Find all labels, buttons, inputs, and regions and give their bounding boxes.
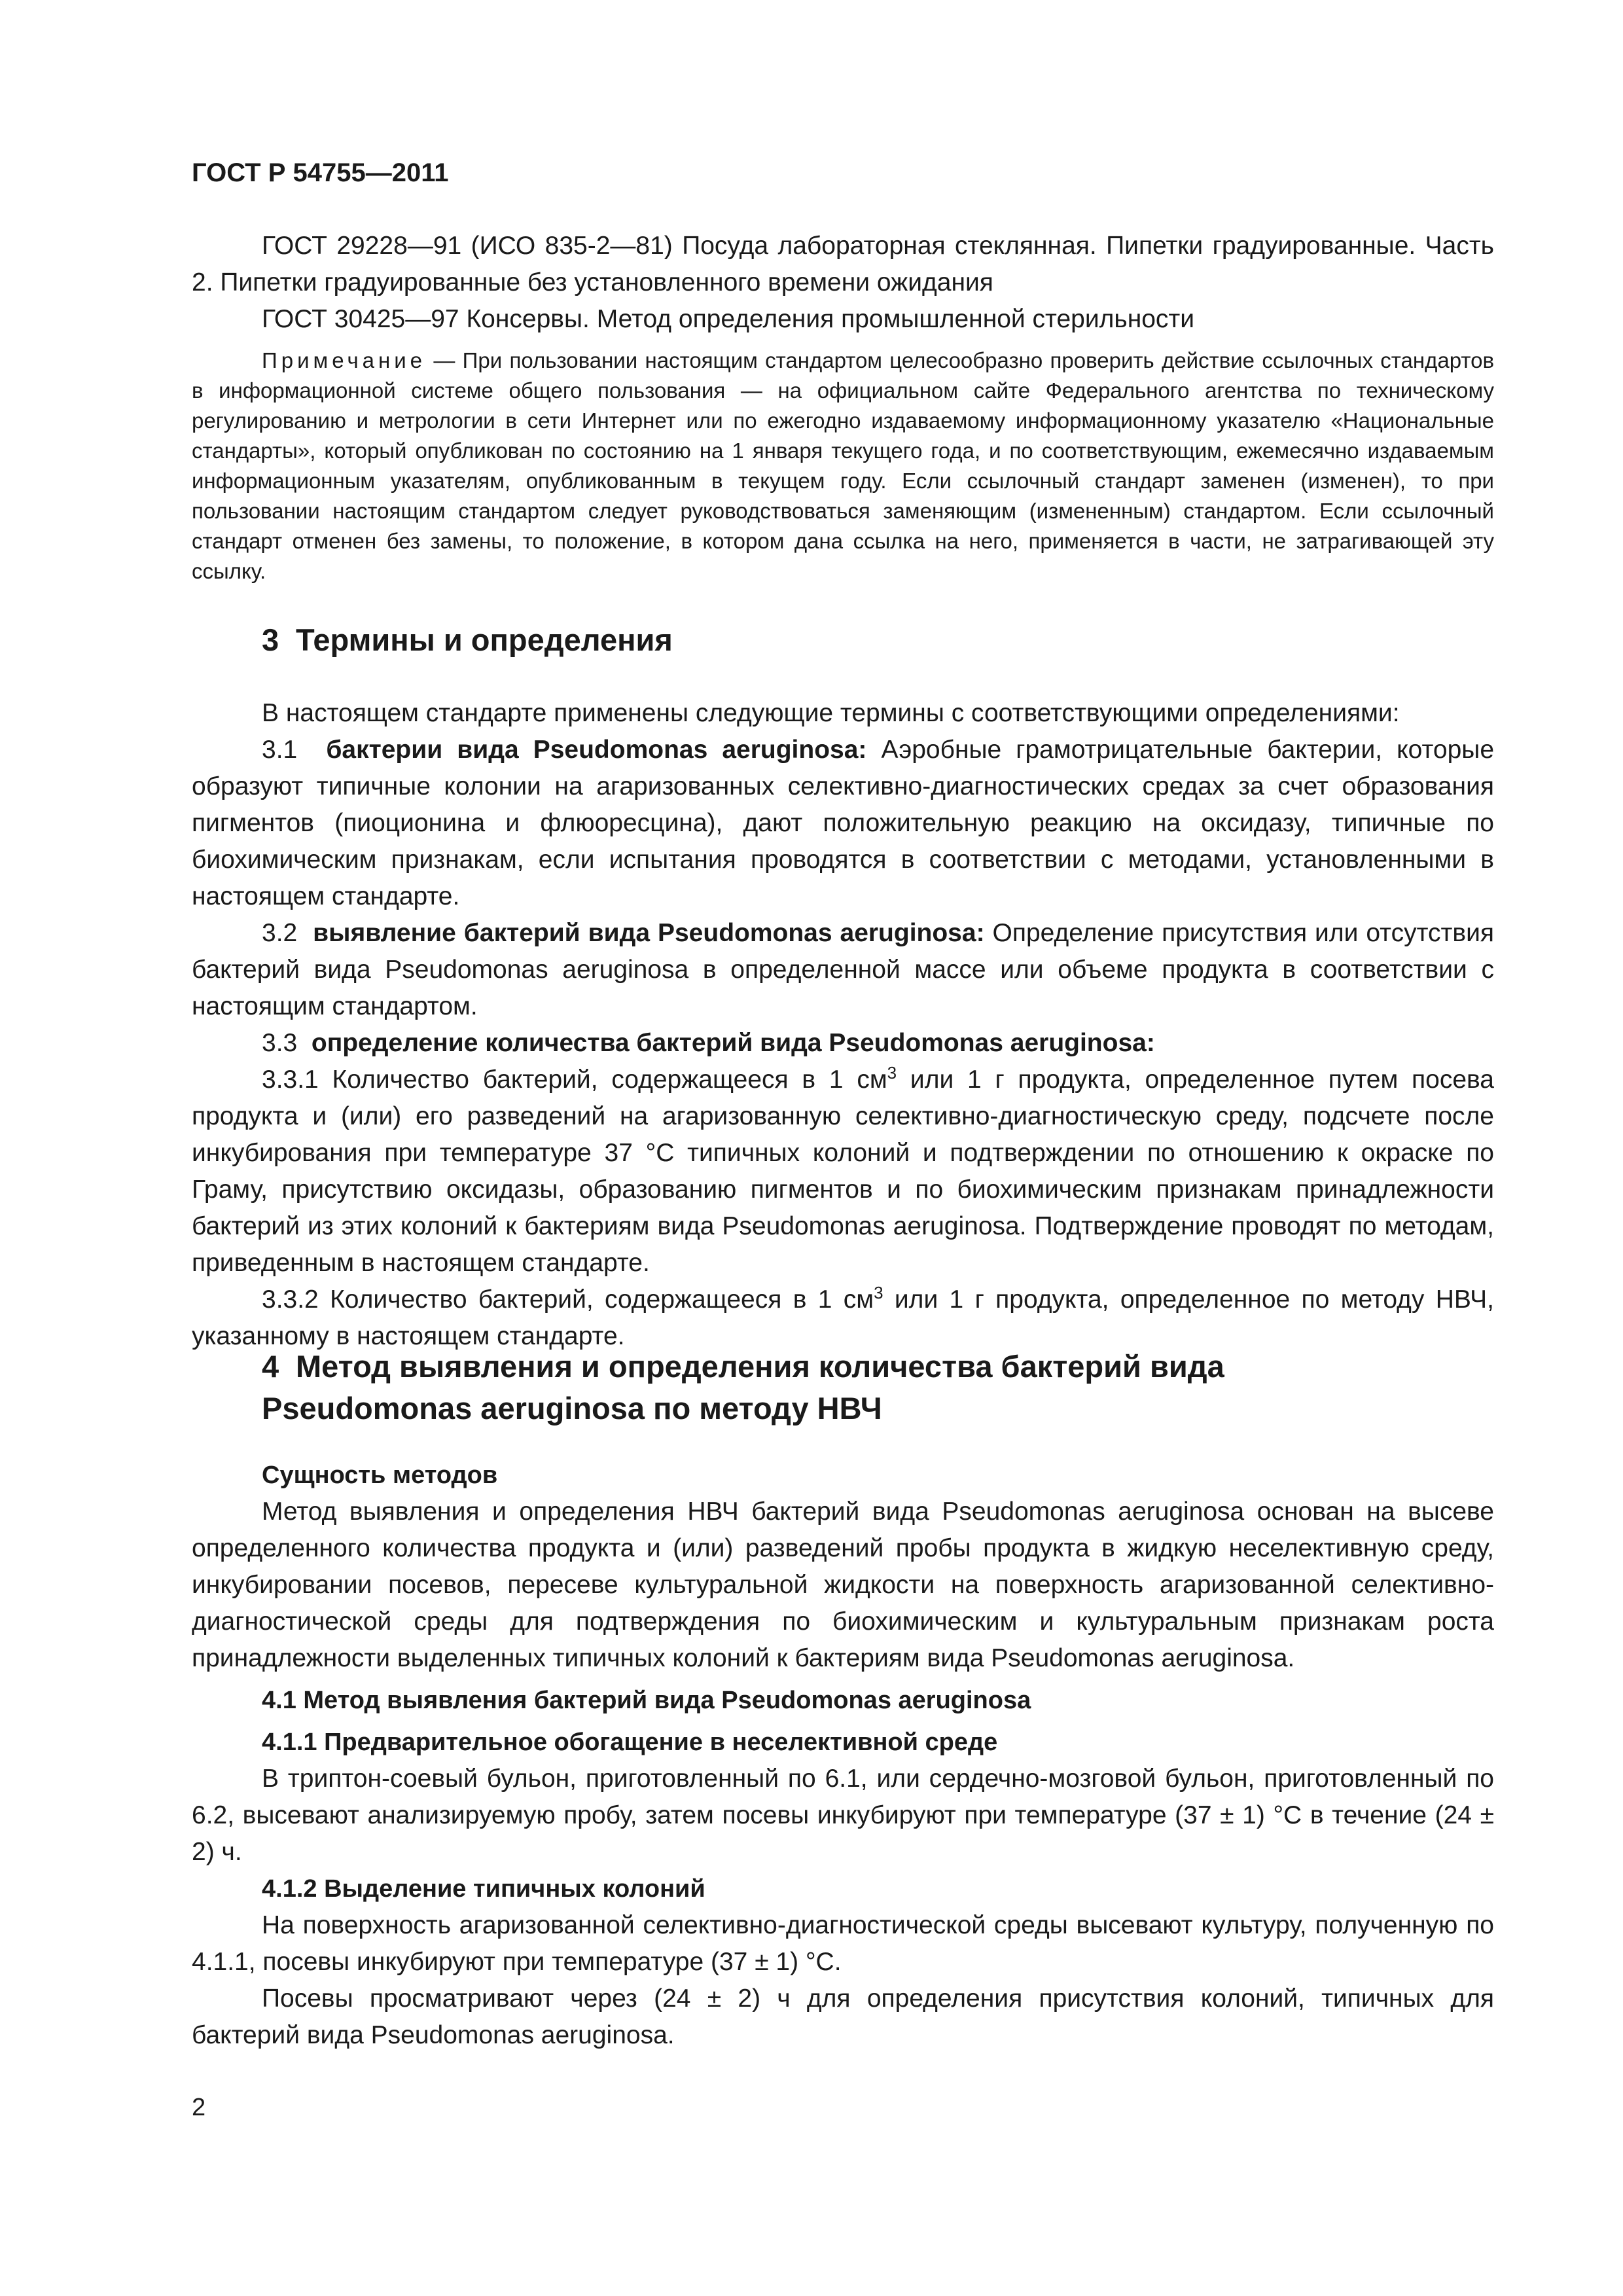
- note-block: [192, 346, 1494, 586]
- section-3-title: Термины и определения: [296, 622, 673, 657]
- section-3-body: [192, 695, 1494, 1355]
- term-3-1: 3.1 бактерии вида Pseudomonas aeruginosa: Аэробные грамотрицательные бактерии, которые образуют типичные колонии на агаризованных селективно-диагностических средах за счет образования пигментов (пиоционина и флюоресцина), дают положительную реакцию на оксидазу, типичные по биохимическим признакам, если испытания проводятся в соответствии с методами, установленными в настоящем стандарте.: [192, 736, 1495, 910]
- section-4-title-line1: Метод выявления и определения количества бактерий вида: [296, 1349, 1224, 1384]
- page-number: 2: [192, 2094, 206, 2121]
- term-3-2: 3.2 выявление бактерий вида Pseudomonas aeruginosa: Определение присутствия или отсутствия бактерий вида Pseudomonas aeruginosa в определенной массе или объеме продукта в соответствии с настоящим стандартом.: [192, 919, 1495, 1020]
- subsection-4-1-2-text-1: На поверхность агаризованной селективно-диагностической среды высевают культуру, полученную по 4.1.1, посевы инкубируют при температуре (37 ± 1) °С.: [192, 1911, 1494, 1976]
- subsection-4-1-2-heading: 4.1.2 Выделение типичных колоний: [262, 1875, 705, 1903]
- term-3-1-name: бактерии вида Pseudomonas aeruginosa:: [326, 736, 867, 764]
- term-3-3: 3.3 определение количества бактерий вида Pseudomonas aeruginosa:: [262, 1029, 1155, 1057]
- note-label: Примечание: [262, 348, 427, 372]
- term-3-2-name: выявление бактерий вида Pseudomonas aeruginosa:: [313, 919, 985, 947]
- reference-item: ГОСТ 30425—97 Консервы. Метод определения промышленной стерильности: [262, 305, 1195, 333]
- section-4-body: [192, 1457, 1494, 2054]
- subsection-4-1-1-heading: 4.1.1 Предварительное обогащение в неселективной среде: [262, 1729, 998, 1756]
- section-3-heading: [192, 619, 1494, 661]
- section-3-number: 3: [262, 622, 279, 657]
- subsection-4-1-1-text: В триптон-соевый бульон, приготовленный по 6.1, или сердечно-мозговой бульон, приготовленный по 6.2, высевают анализируемую пробу, затем посевы инкубируют при температуре (37 ± 1) °С в течение (24 ± 2) ч.: [192, 1765, 1494, 1866]
- note-text: — При пользовании настоящим стандартом целесообразно проверить действие ссылочных стандартов в информационной системе общего пользования — на официальном сайте Федерального агентства по техническому регулированию и метрологии в сети Интернет или по ежегодно издаваемому информационному указателю «Национальные стандарты», который опубликован по состоянию на 1 января текущего года, и по соответствующим, ежемесячно издаваемым информационным указателям, опубликованным в текущем году. Если ссылочный стандарт заменен (изменен), то при пользовании настоящим стандартом следует руководствоваться заменяющим (измененным) стандартом. Если ссылочный стандарт отменен без замены, то положение, в котором дана ссылка на него, применяется в части, не затрагивающей эту ссылку.: [192, 348, 1494, 583]
- section-3: [192, 619, 1494, 661]
- section-4-number: 4: [262, 1349, 279, 1384]
- subsection-4-1-2-text-2: Посевы просматривают через (24 ± 2) ч для определения присутствия колоний, типичных для бактерий вида Pseudomonas aeruginosa.: [192, 1984, 1494, 2049]
- reference-item: ГОСТ 29228—91 (ИСО 835-2—81) Посуда лабораторная стеклянная. Пипетки градуированные. Часть 2. Пипетки градуированные без установленного времени ожидания: [192, 232, 1494, 296]
- essence-heading: Сущность методов: [262, 1462, 498, 1489]
- references-block: [192, 228, 1494, 338]
- essence-text: Метод выявления и определения НВЧ бактерий вида Pseudomonas aeruginosa основан на высеве определенного количества продукта и (или) разведений пробы продукта в жидкую неселективную среду, инкубировании посевов, пересеве культуральной жидкости на поверхность агаризованной селективно-диагностической среды для подтверждения по биохимическим и культуральным признакам роста принадлежности выделенных типичных колоний к бактериям вида Pseudomonas aeruginosa.: [192, 1498, 1494, 1672]
- term-3-3-2: 3.3.2 Количество бактерий, содержащееся в 1 $см^3$ или 1 г продукта, определенное по методу НВЧ, указанному в настоящем стандарте.: [192, 1283, 1494, 1350]
- subsection-4-1-heading: 4.1 Метод выявления бактерий вида Pseudomonas aeruginosa: [262, 1687, 1031, 1714]
- term-3-1-definition: Аэробные грамотрицательные бактерии, которые образуют типичные колонии на агаризованных селективно-диагностических средах за счет образования пигментов (пиоционина и флюоресцина), дают положительную реакцию на оксидазу, типичные по биохимическим признакам, если испытания проводятся в соответствии с методами, установленными в настоящем стандарте.: [192, 736, 1495, 910]
- term-3-3-name: определение количества бактерий вида Pseudomonas aeruginosa:: [311, 1029, 1155, 1057]
- document-header-title: ГОСТ Р 54755—2011: [192, 158, 449, 187]
- term-3-2-definition: Определение присутствия или отсутствия бактерий вида Pseudomonas aeruginosa в определенной массе или объеме продукта в соответствии с настоящим стандартом.: [192, 919, 1495, 1020]
- section-4: [192, 1346, 1494, 1429]
- section-3-intro: В настоящем стандарте применены следующие термины с соответствующими определениями:: [262, 699, 1400, 727]
- section-4-title-line2: Pseudomonas aeruginosa по методу НВЧ: [262, 1391, 882, 1426]
- term-3-3-1: 3.3.1 Количество бактерий, содержащееся в 1 $см^3$ или 1 г продукта, определенное путем посева продукта и (или) его разведений на агаризованную селективно-диагностическую среду, подсчете после инкубирования при температуре 37 °С типичных колоний и подтверждении по отношению к окраске по Граму, присутствию оксидазы, образованию пигментов и по биохимическим признакам принадлежности бактерий из этих колоний к бактериям вида Pseudomonas aeruginosa. Подтверждение проводят по методам, приведенным в настоящем стандарте.: [192, 1063, 1494, 1277]
- section-4-heading: [192, 1346, 1494, 1429]
